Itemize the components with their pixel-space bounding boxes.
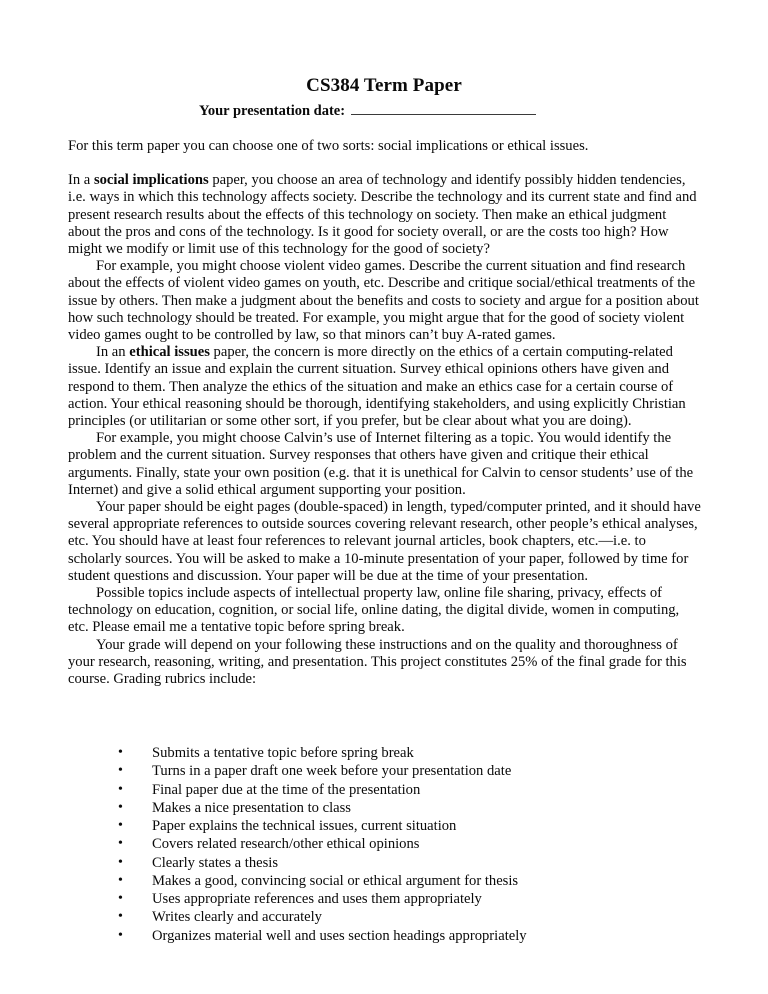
- grading-rubrics-list: [118, 744, 678, 945]
- bullet-icon: •: [118, 927, 123, 943]
- list-item-label: Submits a tentative topic before spring break: [152, 745, 414, 761]
- paragraph-ethical-example-run-0: For example, you might choose Calvin’s use of Internet filtering as a topic. You would identify the problem and the current situation. Survey responses that others have given and critique their ethical arguments. Finally, state your own position (e.g. that it is unethical for Calvin to censor students’ use of the Internet) and give a solid ethical argument supporting your position.: [68, 430, 694, 498]
- bullet-icon: •: [118, 872, 123, 888]
- list-item-label: Turns in a paper draft one week before your presentation date: [152, 763, 512, 780]
- paragraph-ethical-issues: [68, 344, 702, 430]
- list-item: [118, 781, 678, 799]
- list-item-label: Makes a good, convincing social or ethical argument for thesis: [152, 872, 519, 889]
- list-item: [118, 744, 678, 762]
- presentation-date-label: Your presentation date:: [199, 103, 346, 119]
- list-item-label: Writes clearly and accurately: [152, 909, 322, 926]
- paragraph-social-example-run-0: For example, you might choose violent video games. Describe the current situation and find research about the effects of violent video games on youth, etc. Describe and critique social/ethical treatments of the issue by others. Then make a judgment about the benefits and costs to society and argue for a position about how such technology should be treated. For example, you might argue that for the good of society violent video games ought to be controlled by law, so that minors can’t buy A-rated games.: [68, 258, 699, 344]
- page-title: CS384 Term Paper: [306, 74, 462, 96]
- paragraph-ethical-example: [68, 430, 702, 499]
- bullet-icon: •: [118, 891, 123, 906]
- list-item: [118, 817, 678, 835]
- paragraph-ethical-issues-run-1: ethical issues: [129, 344, 210, 361]
- bullet-icon: •: [118, 909, 123, 925]
- presentation-date-input[interactable]: [351, 101, 536, 115]
- list-item: [118, 854, 678, 872]
- paragraph-social-implications-run-0: In a: [68, 172, 94, 189]
- paragraph-social-implications-run-2: paper, you choose an area of technology and identify possibly hidden tendencies, i.e. ways in which this technology affects society. Describe the technology and its current state and find and present research results about the effects of this technology on society. Then make an ethical judgment about the pros and cons of the technology. Is it good for society overall, or are the costs too high? How might we modify or limit use of this technology for the good of society?: [68, 172, 697, 258]
- bullet-icon: •: [118, 763, 123, 779]
- list-item: [118, 890, 678, 908]
- paragraph-grading-run-0: Your grade will depend on your following these instructions and on the quality and thoroughness of your research, reasoning, writing, and presentation. This project constitutes 25% of the final grade for this course. Grading rubrics include:: [68, 636, 687, 688]
- paragraph-intro-run-0: For this term paper you can choose one of two sorts: social implications or ethical issues.: [68, 138, 589, 154]
- paragraph-social-example: [68, 258, 702, 344]
- paragraph-ethical-issues-run-2: paper, the concern is more directly on the ethics of a certain computing-related issue. Identify an issue and explain the current situation. Survey ethical opinions others have given and respond to them. Then analyze the ethics of the situation and make an ethics case for a certain course of action. Your ethical reasoning should be thorough, identifying stakeholders, and using explicitly Christian principles (or utilitarian or some other sort, if you prefer, but be clear about what you are doing).: [68, 344, 686, 430]
- paragraph-social-implications-run-1: social implications: [93, 172, 209, 189]
- body-content: [68, 138, 702, 688]
- presentation-date-line: [68, 101, 700, 121]
- list-item-label: Organizes material well and uses section headings appropriately: [152, 927, 527, 944]
- bullet-icon: •: [118, 818, 123, 833]
- bullet-icon: •: [118, 745, 123, 760]
- list-item-label: Covers related research/other ethical opinions: [152, 836, 420, 853]
- paragraph-paper-requirements-run-0: Your paper should be eight pages (double-spaced) in length, typed/computer printed, and it should have several appropriate references to outside sources covering relevant research, other people’s ethical analyses, etc. You should have at least four references to relevant journal articles, book chapters, etc.—i.e. to scholarly sources. You will be asked to make a 10-minute presentation of your paper, followed by time for student questions and discussion. Your paper will be due at the time of your presentation.: [68, 499, 701, 584]
- bullet-icon: •: [118, 854, 123, 870]
- paragraph-paper-requirements: [68, 499, 702, 585]
- list-item-label: Paper explains the technical issues, current situation: [152, 818, 457, 834]
- bullet-icon: •: [118, 781, 123, 797]
- list-item: [118, 762, 678, 780]
- bullet-icon: •: [118, 836, 123, 852]
- bullet-icon: •: [118, 799, 123, 815]
- paragraph-possible-topics-run-0: Possible topics include aspects of intellectual property law, online file sharing, privacy, effects of technology on education, cognition, or social life, online dating, the digital divide, women in computing, etc. Please email me a tentative topic before spring break.: [68, 585, 680, 636]
- list-item-label: Clearly states a thesis: [152, 854, 279, 871]
- paragraph-intro: [68, 138, 702, 155]
- list-item: [118, 908, 678, 926]
- list-item-label: Uses appropriate references and uses them appropriately: [152, 891, 482, 907]
- list-item-label: Makes a nice presentation to class: [152, 799, 351, 816]
- paragraph-grading: [68, 637, 702, 689]
- list-item-label: Final paper due at the time of the presentation: [152, 781, 421, 798]
- list-item: [118, 835, 678, 853]
- list-item: [118, 927, 678, 945]
- paragraph-social-implications: [68, 172, 702, 258]
- list-item: [118, 799, 678, 817]
- list-item: [118, 872, 678, 890]
- paragraph-ethical-issues-run-0: In an: [96, 344, 130, 361]
- paragraph-possible-topics: [68, 585, 702, 637]
